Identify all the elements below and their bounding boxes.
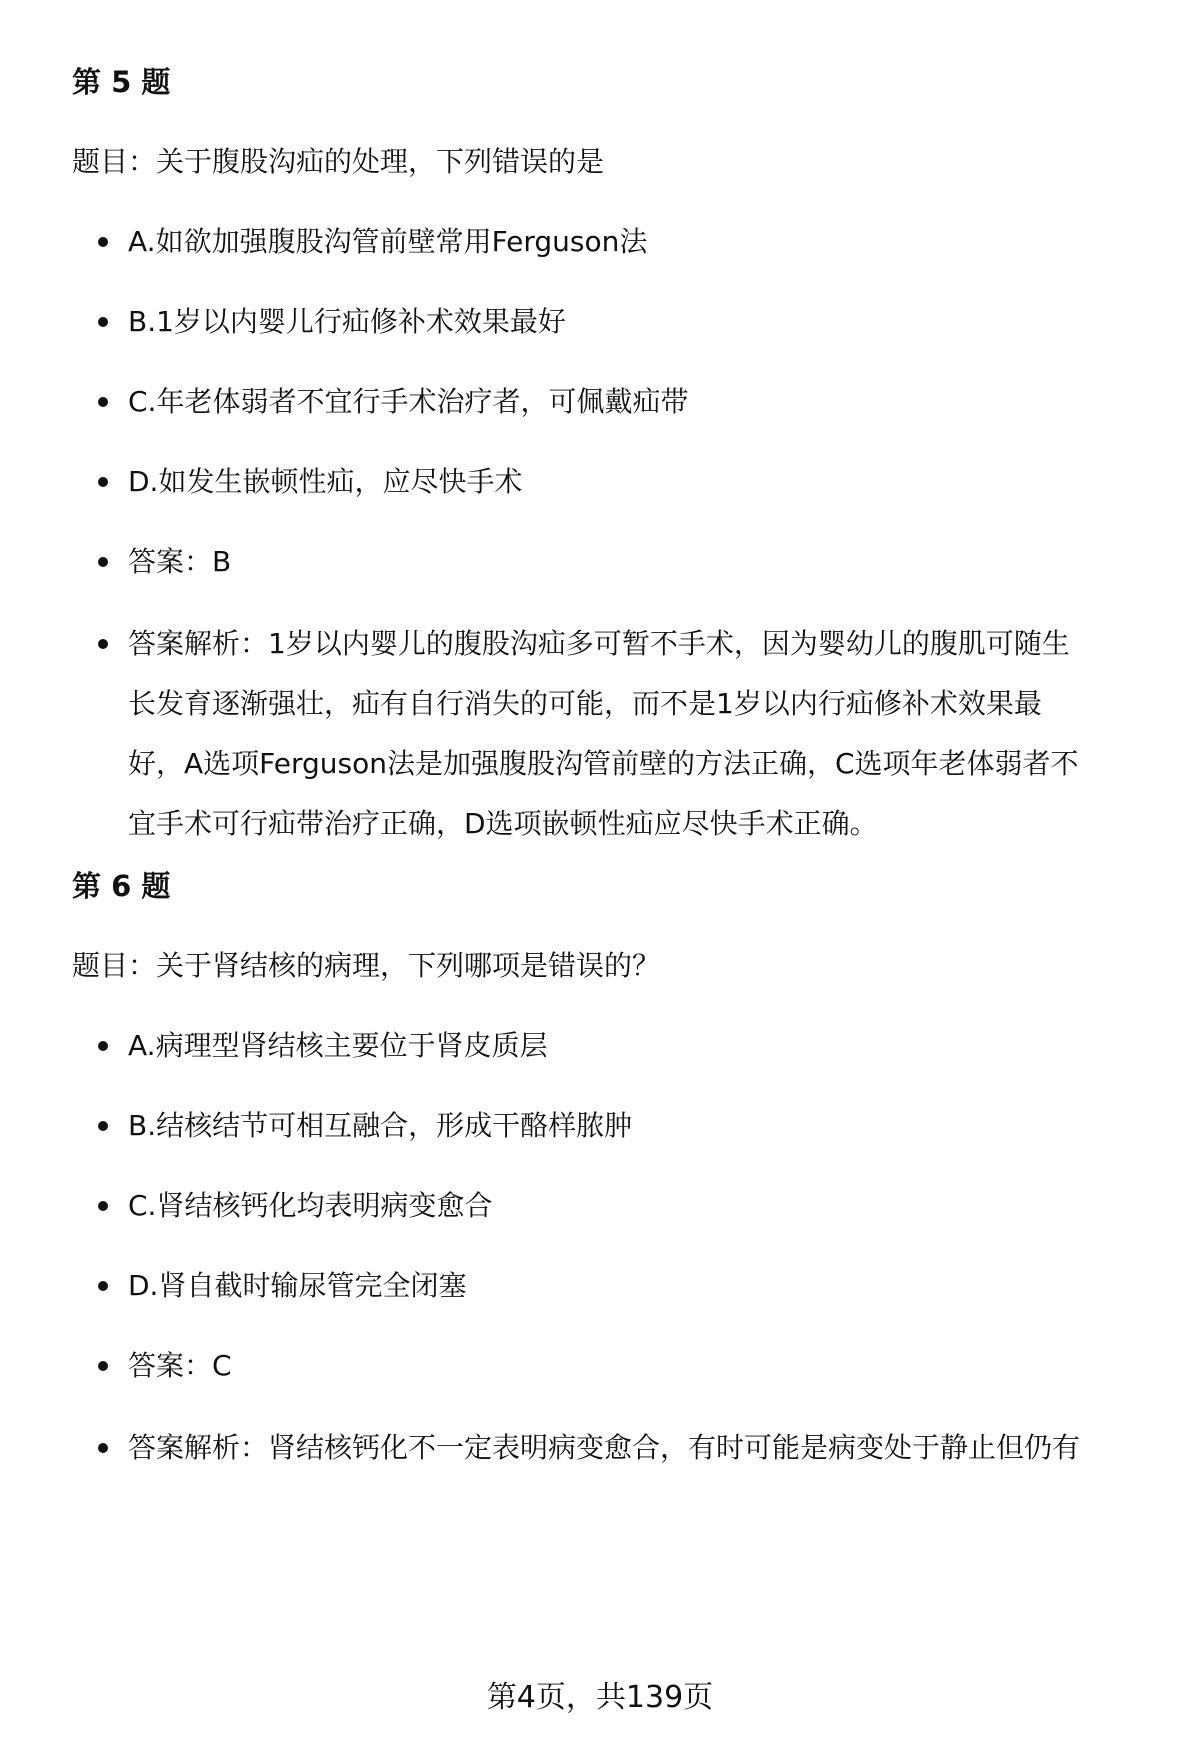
- bullet-icon: [98, 1443, 108, 1453]
- option-item: A.病理型肾结核主要位于肾皮质层: [72, 1026, 1152, 1106]
- option-item: A.如欲加强腹股沟管前壁常用Ferguson法: [72, 222, 1152, 302]
- question-6-options: [72, 1026, 1152, 1418]
- bullet-icon: [98, 397, 108, 407]
- question-5-options: [72, 222, 1152, 614]
- bullet-icon: [98, 557, 108, 567]
- bullet-icon: [98, 1281, 108, 1291]
- option-item: B.结核结节可相互融合，形成干酪样脓肿: [72, 1106, 1152, 1186]
- bullet-icon: [98, 1201, 108, 1211]
- question-5-explanation: [72, 614, 1152, 854]
- answer-item: 答案：C: [72, 1346, 1152, 1418]
- explanation-item: 答案解析：肾结核钙化不一定表明病变愈合，有时可能是病变处于静止但仍有: [72, 1418, 1093, 1478]
- bullet-icon: [98, 1121, 108, 1131]
- bullet-icon: [98, 639, 108, 649]
- page-footer: 第4页，共139页: [486, 1680, 714, 1715]
- question-stem: 题目：关于肾结核的病理，下列哪项是错误的？: [72, 949, 661, 982]
- option-item: C.年老体弱者不宜行手术治疗者，可佩戴疝带: [72, 382, 1152, 462]
- question-title: 第 5 题: [72, 65, 171, 99]
- bullet-icon: [98, 477, 108, 487]
- bullet-icon: [98, 1361, 108, 1371]
- question-6: [72, 866, 1152, 906]
- option-item: C.肾结核钙化均表明病变愈合: [72, 1186, 1152, 1266]
- question-stem: 题目：关于腹股沟疝的处理，下列错误的是: [72, 145, 605, 178]
- question-5: [72, 62, 1152, 102]
- option-item: B.1岁以内婴儿行疝修补术效果最好: [72, 302, 1152, 382]
- answer-item: 答案：B: [72, 542, 1152, 614]
- option-item: D.肾自截时输尿管完全闭塞: [72, 1266, 1152, 1346]
- option-item: D.如发生嵌顿性疝，应尽快手术: [72, 462, 1152, 542]
- question-5-stem: [72, 142, 1152, 182]
- question-6-stem: [72, 946, 1152, 986]
- explanation-item: 答案解析：1岁以内婴儿的腹股沟疝多可暂不手术，因为婴幼儿的腹肌可随生长发育逐渐强壮，疝有自行消失的可能，而不是1岁以内行疝修补术效果最好，A选项Ferguson法是加强腹股沟管前壁的方法正确，C选项年老体弱者不宜手术可行疝带治疗正确，D选项嵌顿性疝应尽快手术正确。: [72, 614, 1093, 854]
- question-title: 第 6 题: [72, 869, 171, 903]
- bullet-icon: [98, 317, 108, 327]
- question-6-explanation: [72, 1418, 1152, 1478]
- bullet-icon: [98, 237, 108, 247]
- bullet-icon: [98, 1041, 108, 1051]
